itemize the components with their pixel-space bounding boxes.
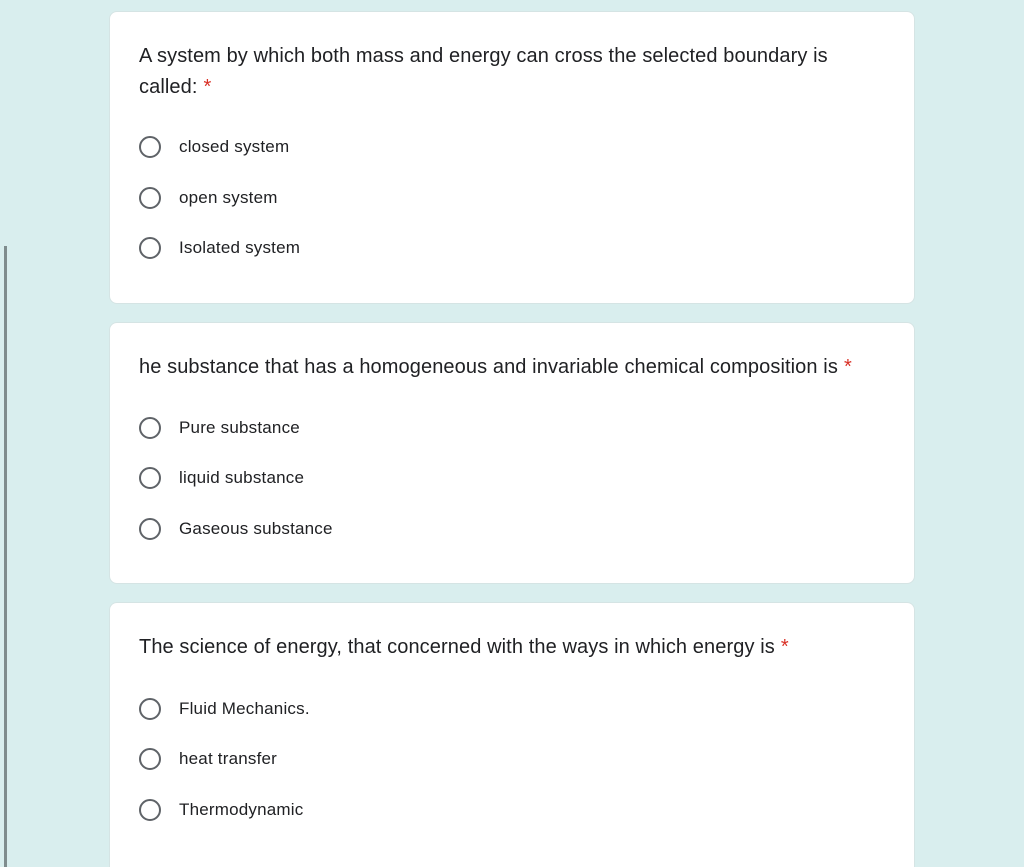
question-text: The science of energy, that concerned with the ways in which energy is <box>139 636 775 658</box>
radio-option-open-system[interactable] <box>139 184 278 212</box>
question-card-2 <box>109 322 915 584</box>
radio-button[interactable] <box>139 518 161 540</box>
radio-button[interactable] <box>139 467 161 489</box>
radio-button[interactable] <box>139 237 161 259</box>
option-label: heat transfer <box>179 749 278 768</box>
radio-button[interactable] <box>139 748 161 770</box>
option-label: Fluid Mechanics. <box>179 699 310 718</box>
question-card-1 <box>109 11 915 304</box>
radio-option-pure-substance[interactable] <box>139 414 300 442</box>
question-text: A system by which both mass and energy can cross the selected boundary is called: <box>139 45 828 98</box>
radio-button[interactable] <box>139 136 161 158</box>
option-label: Pure substance <box>179 418 300 437</box>
page-scrollbar[interactable] <box>4 246 7 867</box>
radio-option-closed-system[interactable] <box>139 133 289 161</box>
radio-button[interactable] <box>139 187 161 209</box>
option-label: open system <box>179 188 278 207</box>
option-label: Gaseous substance <box>179 519 333 538</box>
radio-option-heat-transfer[interactable] <box>139 745 277 773</box>
radio-option-fluid-mechanics[interactable] <box>139 695 310 723</box>
radio-option-thermodynamic[interactable] <box>139 796 303 824</box>
question-title <box>139 41 869 103</box>
option-label: closed system <box>179 137 290 156</box>
required-asterisk: * <box>780 636 789 658</box>
radio-option-gaseous-substance[interactable] <box>139 515 333 543</box>
question-title <box>139 352 869 383</box>
radio-button[interactable] <box>139 799 161 821</box>
question-card-3 <box>109 602 915 867</box>
option-label: Thermodynamic <box>179 800 304 819</box>
option-label: Isolated system <box>179 238 301 257</box>
question-text: he substance that has a homogeneous and invariable chemical composition is <box>139 356 838 378</box>
required-asterisk: * <box>843 356 852 378</box>
radio-option-isolated-system[interactable] <box>139 234 300 262</box>
required-asterisk: * <box>203 76 212 98</box>
radio-option-liquid-substance[interactable] <box>139 464 304 492</box>
question-title <box>139 632 869 663</box>
radio-button[interactable] <box>139 698 161 720</box>
option-label: liquid substance <box>179 468 305 487</box>
radio-button[interactable] <box>139 417 161 439</box>
